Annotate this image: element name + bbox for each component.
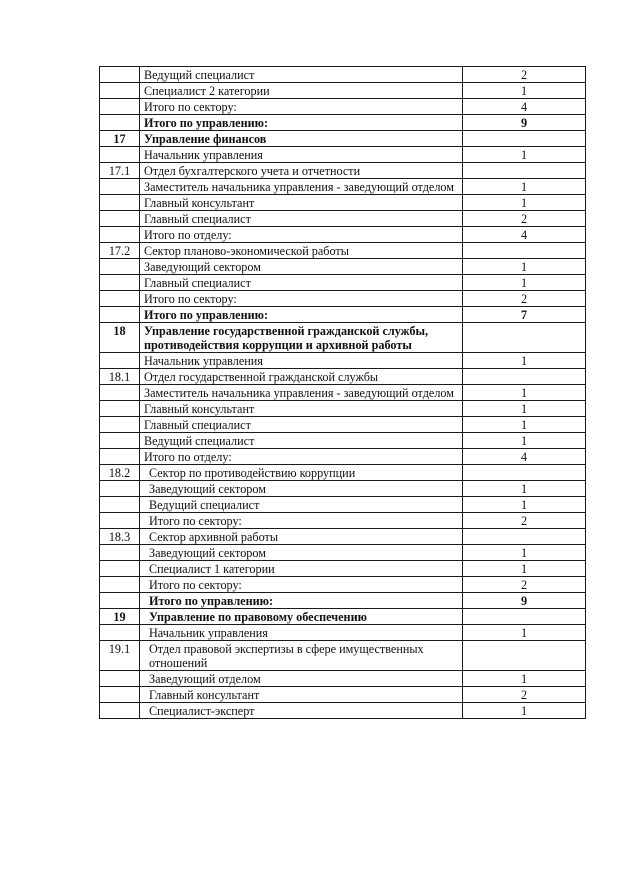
position-name: Управление финансов: [140, 131, 463, 147]
staff-count: 1: [463, 671, 586, 687]
row-number: [100, 147, 140, 163]
row-number: 19: [100, 609, 140, 625]
row-number: [100, 449, 140, 465]
staff-count: 2: [463, 513, 586, 529]
position-name: Сектор планово-экономической работы: [140, 243, 463, 259]
staff-count: 2: [463, 211, 586, 227]
position-name: Итого по управлению:: [140, 593, 463, 609]
position-name: Начальник управления: [140, 353, 463, 369]
row-number: 17.2: [100, 243, 140, 259]
position-name: Заместитель начальника управления - заведующий отделом: [140, 385, 463, 401]
position-name: Ведущий специалист: [140, 433, 463, 449]
table-row: [100, 561, 586, 577]
table-row: [100, 147, 586, 163]
row-number: [100, 577, 140, 593]
staff-count: 1: [463, 497, 586, 513]
row-number: 18.1: [100, 369, 140, 385]
staff-count: 2: [463, 687, 586, 703]
row-number: [100, 687, 140, 703]
table-row: [100, 703, 586, 719]
table-row: [100, 99, 586, 115]
staff-count: 1: [463, 625, 586, 641]
table-row: [100, 67, 586, 83]
staff-count: 1: [463, 385, 586, 401]
table-row: [100, 227, 586, 243]
table-row: [100, 369, 586, 385]
position-name: Управление по правовому обеспечению: [140, 609, 463, 625]
position-name: Итого по управлению:: [140, 307, 463, 323]
row-number: 18.3: [100, 529, 140, 545]
table-row: [100, 545, 586, 561]
staff-count: 1: [463, 433, 586, 449]
position-name: Итого по управлению:: [140, 115, 463, 131]
position-name: Главный консультант: [140, 195, 463, 211]
position-name: Ведущий специалист: [140, 497, 463, 513]
staff-count: 1: [463, 545, 586, 561]
staff-count: 1: [463, 179, 586, 195]
staff-count: 7: [463, 307, 586, 323]
table-row: [100, 593, 586, 609]
staff-count: 9: [463, 593, 586, 609]
row-number: [100, 275, 140, 291]
table-row: [100, 401, 586, 417]
table-row: [100, 577, 586, 593]
table-row: [100, 131, 586, 147]
staff-count: 1: [463, 83, 586, 99]
row-number: [100, 67, 140, 83]
table-row: [100, 163, 586, 179]
position-name: Заведующий сектором: [140, 259, 463, 275]
table-row: [100, 417, 586, 433]
position-name: Итого по отделу:: [140, 449, 463, 465]
staff-count: 1: [463, 561, 586, 577]
staff-count: [463, 163, 586, 179]
staff-count: 9: [463, 115, 586, 131]
row-number: [100, 401, 140, 417]
table-row: [100, 291, 586, 307]
position-name: Заведующий отделом: [140, 671, 463, 687]
staff-count: 1: [463, 275, 586, 291]
staff-count: 4: [463, 99, 586, 115]
staff-count: [463, 529, 586, 545]
row-number: [100, 307, 140, 323]
table-row: [100, 513, 586, 529]
position-name: Главный консультант: [140, 401, 463, 417]
position-name: Специалист 2 категории: [140, 83, 463, 99]
table-row: [100, 259, 586, 275]
position-name: Отдел бухгалтерского учета и отчетности: [140, 163, 463, 179]
position-name: Итого по отделу:: [140, 227, 463, 243]
staff-count: 1: [463, 259, 586, 275]
table-row: [100, 353, 586, 369]
position-name: Начальник управления: [140, 147, 463, 163]
table-row: [100, 481, 586, 497]
position-name: Начальник управления: [140, 625, 463, 641]
table-row: [100, 323, 586, 353]
row-number: [100, 259, 140, 275]
table-row: [100, 179, 586, 195]
table-row: [100, 115, 586, 131]
staff-count: 2: [463, 67, 586, 83]
table-row: [100, 307, 586, 323]
position-name: Специалист 1 категории: [140, 561, 463, 577]
row-number: [100, 703, 140, 719]
row-number: [100, 385, 140, 401]
staff-count: 1: [463, 481, 586, 497]
table-row: [100, 385, 586, 401]
position-name: Заведующий сектором: [140, 481, 463, 497]
table-row: [100, 465, 586, 481]
staff-count: [463, 369, 586, 385]
position-name: Итого по сектору:: [140, 291, 463, 307]
row-number: [100, 211, 140, 227]
table-row: [100, 529, 586, 545]
position-name: Ведущий специалист: [140, 67, 463, 83]
row-number: [100, 433, 140, 449]
row-number: 18: [100, 323, 140, 353]
staff-count: 1: [463, 195, 586, 211]
row-number: [100, 671, 140, 687]
position-name: Отдел государственной гражданской службы: [140, 369, 463, 385]
row-number: 17: [100, 131, 140, 147]
row-number: [100, 291, 140, 307]
position-name: Сектор архивной работы: [140, 529, 463, 545]
row-number: [100, 497, 140, 513]
row-number: [100, 179, 140, 195]
row-number: [100, 593, 140, 609]
row-number: [100, 227, 140, 243]
row-number: 18.2: [100, 465, 140, 481]
position-name: Отдел правовой экспертизы в сфере имущественных отношений: [140, 641, 463, 671]
staff-count: [463, 609, 586, 625]
staff-table-body: [100, 67, 586, 719]
staff-count: 1: [463, 401, 586, 417]
staff-count: 4: [463, 227, 586, 243]
position-name: Итого по сектору:: [140, 99, 463, 115]
staff-table: [99, 66, 586, 719]
position-name: Управление государственной гражданской службы, противодействия коррупции и архивной работы: [140, 323, 463, 353]
staff-count: 2: [463, 577, 586, 593]
staff-count: [463, 131, 586, 147]
row-number: [100, 353, 140, 369]
row-number: 19.1: [100, 641, 140, 671]
table-row: [100, 497, 586, 513]
staff-count: [463, 243, 586, 259]
row-number: [100, 115, 140, 131]
staff-count: 1: [463, 703, 586, 719]
row-number: [100, 625, 140, 641]
row-number: [100, 561, 140, 577]
row-number: [100, 195, 140, 211]
position-name: Итого по сектору:: [140, 513, 463, 529]
table-row: [100, 671, 586, 687]
table-row: [100, 625, 586, 641]
position-name: Сектор по противодействию коррупции: [140, 465, 463, 481]
position-name: Заместитель начальника управления - заведующий отделом: [140, 179, 463, 195]
staff-count: 1: [463, 147, 586, 163]
staff-count: 1: [463, 417, 586, 433]
table-row: [100, 243, 586, 259]
position-name: Главный консультант: [140, 687, 463, 703]
staff-count: [463, 465, 586, 481]
table-row: [100, 211, 586, 227]
table-row: [100, 83, 586, 99]
table-row: [100, 641, 586, 671]
row-number: [100, 513, 140, 529]
staff-count: [463, 323, 586, 353]
position-name: Специалист-эксперт: [140, 703, 463, 719]
table-row: [100, 449, 586, 465]
row-number: 17.1: [100, 163, 140, 179]
row-number: [100, 83, 140, 99]
position-name: Главный специалист: [140, 275, 463, 291]
row-number: [100, 545, 140, 561]
table-row: [100, 687, 586, 703]
position-name: Главный специалист: [140, 211, 463, 227]
staff-count: 1: [463, 353, 586, 369]
table-row: [100, 609, 586, 625]
staff-count: 2: [463, 291, 586, 307]
row-number: [100, 417, 140, 433]
row-number: [100, 99, 140, 115]
row-number: [100, 481, 140, 497]
table-row: [100, 195, 586, 211]
staff-count: [463, 641, 586, 671]
position-name: Заведующий сектором: [140, 545, 463, 561]
table-row: [100, 433, 586, 449]
table-row: [100, 275, 586, 291]
position-name: Итого по сектору:: [140, 577, 463, 593]
staff-count: 4: [463, 449, 586, 465]
position-name: Главный специалист: [140, 417, 463, 433]
